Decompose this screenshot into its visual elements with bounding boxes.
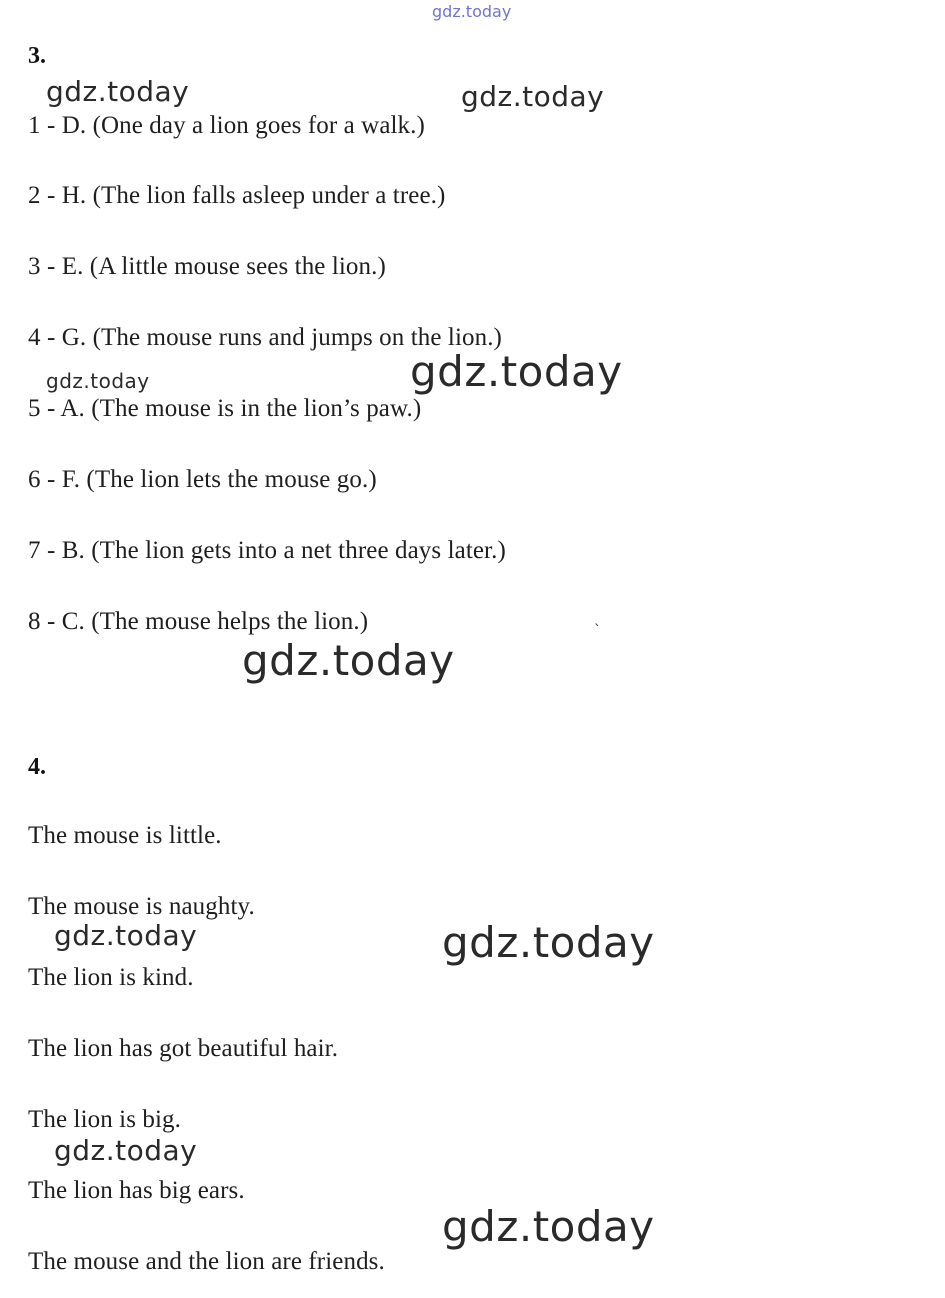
watermark: gdz.today — [442, 918, 655, 967]
watermark: gdz.today — [242, 636, 455, 685]
exercise-4-sentence-2: The mouse is naughty. — [28, 893, 255, 920]
scan-speck: ` — [594, 623, 601, 639]
watermark: gdz.today — [54, 919, 198, 952]
exercise-4-sentence-3: The lion is kind. — [28, 964, 194, 991]
exercise-3-answer-3: 3 - E. (A little mouse sees the lion.) — [28, 253, 386, 280]
exercise-3-answer-7: 7 - B. (The lion gets into a net three days later.) — [28, 537, 506, 564]
exercise-4-sentence-7: The mouse and the lion are friends. — [28, 1248, 385, 1275]
exercise-3-answer-1: 1 - D. (One day a lion goes for a walk.) — [28, 112, 425, 139]
exercise-3-answer-8: 8 - C. (The mouse helps the lion.) — [28, 608, 369, 635]
exercise-3-answer-5: 5 - A. (The mouse is in the lion’s paw.) — [28, 395, 422, 422]
exercise-4-sentence-5: The lion is big. — [28, 1106, 181, 1133]
exercise-3-number: 3. — [28, 43, 46, 69]
watermark: gdz.today — [46, 75, 190, 108]
watermark: gdz.today — [54, 1134, 198, 1167]
watermark: gdz.today — [46, 369, 150, 393]
watermark-top: gdz.today — [432, 2, 512, 21]
exercise-3-answer-4: 4 - G. (The mouse runs and jumps on the lion.) — [28, 324, 502, 351]
watermark: gdz.today — [410, 347, 623, 396]
exercise-4-sentence-6: The lion has big ears. — [28, 1177, 245, 1204]
exercise-4-sentence-1: The mouse is little. — [28, 822, 222, 849]
exercise-4-number: 4. — [28, 754, 46, 780]
watermark: gdz.today — [461, 80, 605, 113]
watermark: gdz.today — [442, 1202, 655, 1251]
exercise-3-answer-6: 6 - F. (The lion lets the mouse go.) — [28, 466, 377, 493]
exercise-3-answer-2: 2 - H. (The lion falls asleep under a tree.) — [28, 182, 446, 209]
exercise-4-sentence-4: The lion has got beautiful hair. — [28, 1035, 339, 1062]
